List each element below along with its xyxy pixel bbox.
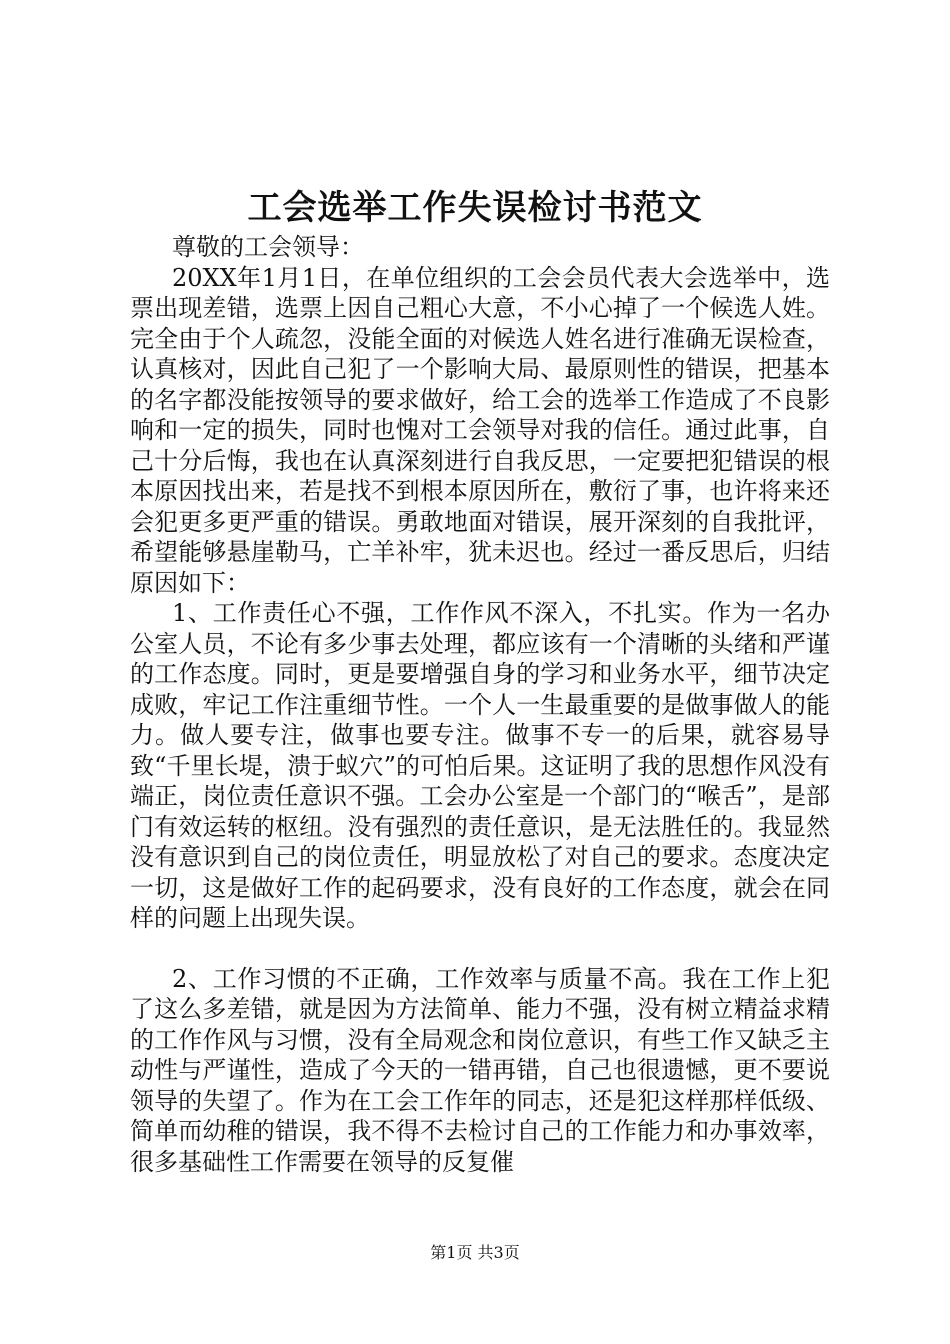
paragraph-reason-1: 1、工作责任心不强，工作作风不深入，不扎实。作为一名办公室人员，不论有多少事去处理，都应该有一个清晰的头绪和严谨的工作态度。同时，更是要增强自身的学习和业务水平，细节决定成败，牢记工作注重细节性。一个人一生最重要的是做事做人的能力。做人要专注，做事也要专注。做事不专一的后果，就容易导致“千里长堤，溃于蚁穴”的可怕后果。这证明了我的思想作风没有端正，岗位责任意识不强。工会办公室是一个部门的“喉舌”，是部门有效运转的枢纽。没有强烈的责任意识，是无法胜任的。我显然没有意识到自己的岗位责任，明显放松了对自己的要求。态度决定一切，这是做好工作的起码要求，没有良好的工作态度，就会在同样的问题上出现失误。: [130, 599, 830, 932]
paragraph-reason-2: 2、工作习惯的不正确，工作效率与质量不高。我在工作上犯了这么多差错，就是因为方法简单、能力不强，没有树立精益求精的工作作风与习惯，没有全局观念和岗位意识，有些工作又缺乏主动性与严谨性，造成了今天的一错再错，自己也很遗憾，更不要说领导的失望了。作为在工会工作年的同志，还是犯这样那样低级、简单而幼稚的错误，我不得不去检讨自己的工作能力和办事效率，很多基础性工作需要在领导的反复催: [130, 964, 830, 1176]
document-title: 工会选举工作失误检讨书范文: [247, 188, 703, 228]
salutation: 尊敬的工会领导：: [172, 233, 364, 261]
document-body: [130, 232, 830, 1177]
paragraph-intro: 20XX年1月1日，在单位组织的工会会员代表大会选举中，选票出现差错，选票上因自己粗心大意，不小心掉了一个候选人姓。完全由于个人疏忽，没能全面的对候选人姓名进行准确无误检查，认真核对，因此自己犯了一个影响大局、最原则性的错误，把基本的名字都没能按领导的要求做好，给工会的选举工作造成了不良影响和一定的损失，同时也愧对工会领导对我的信任。通过此事，自己十分后悔，我也在认真深刻进行自我反思，一定要把犯错误的根本原因找出来，若是找不到根本原因所在，敷衍了事，也许将来还会犯更多更严重的错误。勇敢地面对错误，展开深刻的自我批评，希望能够悬崖勒马，亡羊补牢，犹未迟也。经过一番反思后，归结原因如下：: [130, 263, 830, 597]
page-footer: 第1页 共3页: [430, 1243, 520, 1262]
